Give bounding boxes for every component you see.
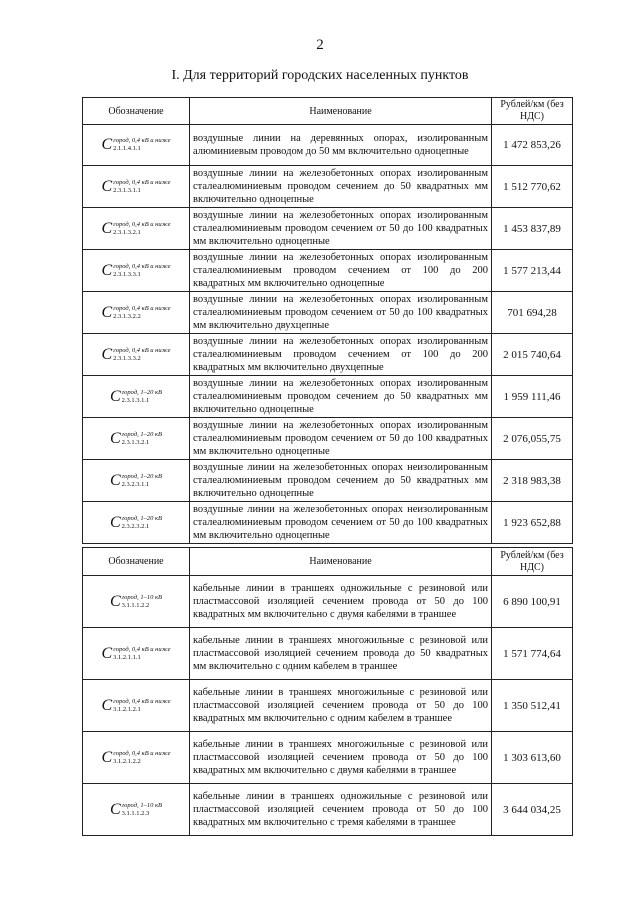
symbol-subscript: 2.3.1.3.1.1: [121, 396, 150, 404]
price-cell: 1 303 613,60: [492, 732, 573, 784]
rate-symbol: [110, 802, 162, 818]
symbol-superscript: город, 1–20 кВ: [121, 514, 163, 522]
price-cell: 701 694,28: [492, 292, 573, 334]
table-header-row: [83, 98, 573, 125]
table-row: [83, 376, 573, 418]
rate-symbol: [110, 389, 162, 405]
symbol-letter: C: [101, 177, 113, 195]
rates-table-overhead-lines: [82, 97, 573, 544]
rate-symbol: [102, 137, 171, 153]
symbol-subscript: 2.3.1.3.3.2: [113, 354, 141, 362]
table-row: [83, 732, 573, 784]
table-row: [83, 680, 573, 732]
symbol-superscript: город, 1–10 кВ: [121, 801, 163, 809]
table-row: [83, 334, 573, 376]
table-row: [83, 208, 573, 250]
price-cell: 1 923 652,88: [492, 502, 573, 544]
designation-cell: [83, 334, 190, 376]
price-cell: 2 318 983,38: [492, 460, 573, 502]
rate-symbol: [110, 473, 162, 489]
symbol-letter: C: [101, 261, 113, 279]
rate-symbol: [102, 347, 171, 363]
symbol-subscript: 2.3.2.3.1.1: [121, 480, 150, 488]
price-cell: 1 571 774,64: [492, 628, 573, 680]
table-row: [83, 250, 573, 292]
symbol-superscript: город, 0,4 кВ и ниже: [113, 749, 171, 757]
designation-cell: [83, 784, 190, 836]
price-cell: 1 512 770,62: [492, 166, 573, 208]
header-designation: Обозначение: [83, 548, 190, 576]
rates-table-cable-lines: [82, 547, 573, 836]
symbol-superscript: город, 0,4 кВ и ниже: [113, 645, 171, 653]
symbol-subscript: 3.1.1.1.2.3: [121, 809, 150, 817]
symbol-letter: C: [109, 592, 121, 610]
header-price: Рублей/км (без НДС): [492, 548, 573, 576]
symbol-subscript: 2.3.1.3.3.1: [113, 270, 141, 278]
symbol-letter: C: [101, 219, 113, 237]
name-cell: воздушные линии на железобетонных опорах изолированным сталеалюминиевым проводом сечением до 50 квадратных мм включительно одноцепные: [190, 166, 492, 208]
rate-symbol: [110, 515, 162, 531]
rate-symbol: [102, 646, 171, 662]
symbol-superscript: город, 0,4 кВ и ниже: [113, 346, 171, 354]
name-cell: кабельные линии в траншеях одножильные с резиновой или пластмассовой изоляцией сечением провода от 50 до 100 квадратных мм включительно с двумя кабелями в траншее: [190, 576, 492, 628]
symbol-letter: C: [109, 800, 121, 818]
symbol-letter: C: [101, 696, 113, 714]
price-cell: 1 959 111,46: [492, 376, 573, 418]
symbol-letter: C: [109, 387, 121, 405]
designation-cell: [83, 125, 190, 166]
designation-cell: [83, 250, 190, 292]
symbol-subscript: 2.3.1.3.2.1: [121, 438, 150, 446]
table-row: [83, 628, 573, 680]
symbol-superscript: город, 1–20 кВ: [121, 388, 163, 396]
designation-cell: [83, 628, 190, 680]
rate-symbol: [102, 750, 171, 766]
table-header-row: [83, 548, 573, 576]
symbol-superscript: город, 1–20 кВ: [121, 430, 163, 438]
symbol-subscript: 2.3.1.3.2.2: [113, 312, 141, 320]
symbol-superscript: город, 0,4 кВ и ниже: [113, 220, 171, 228]
symbol-letter: C: [101, 644, 113, 662]
symbol-subscript: 3.1.2.1.2.2: [113, 757, 141, 765]
designation-cell: [83, 418, 190, 460]
rate-symbol: [102, 263, 171, 279]
symbol-superscript: город, 0,4 кВ и ниже: [113, 262, 171, 270]
name-cell: кабельные линии в траншеях многожильные с резиновой или пластмассовой изоляцией сечением провода от 50 до 100 квадратных мм включительно с двумя кабелями в траншее: [190, 732, 492, 784]
symbol-letter: C: [109, 429, 121, 447]
rate-symbol: [102, 698, 171, 714]
symbol-superscript: город, 1–10 кВ: [121, 593, 163, 601]
designation-cell: [83, 732, 190, 784]
name-cell: воздушные линии на железобетонных опорах изолированным сталеалюминиевым проводом сечением от 50 до 100 квадратных мм включительно одноцепные: [190, 418, 492, 460]
symbol-letter: C: [109, 471, 121, 489]
table-row: [83, 166, 573, 208]
name-cell: кабельные линии в траншеях многожильные с резиновой или пластмассовой изоляцией сечением провода до 50 квадратных мм включительно с одним кабелем в траншее: [190, 628, 492, 680]
name-cell: воздушные линии на железобетонных опорах неизолированным сталеалюминиевым проводом сечением от 50 до 100 квадратных мм включительно одноцепные: [190, 502, 492, 544]
rate-symbol: [102, 179, 171, 195]
header-price: Рублей/км (без НДС): [492, 98, 573, 125]
name-cell: воздушные линии на железобетонных опорах изолированным сталеалюминиевым проводом сечением от 50 до 100 квадратных мм включительно одноцепные: [190, 208, 492, 250]
name-cell: кабельные линии в траншеях многожильные с резиновой или пластмассовой изоляцией сечением провода от 50 до 100 квадратных мм включительно с одним кабелем в траншее: [190, 680, 492, 732]
rate-symbol: [102, 221, 171, 237]
table-row: [83, 502, 573, 544]
symbol-subscript: 2.3.2.3.2.1: [121, 522, 150, 530]
name-cell: воздушные линии на железобетонных опорах изолированным сталеалюминиевым проводом сечением до 50 квадратных мм включительно одноцепные: [190, 376, 492, 418]
symbol-subscript: 3.1.2.1.1.1: [113, 653, 141, 661]
rate-symbol: [110, 431, 162, 447]
designation-cell: [83, 460, 190, 502]
designation-cell: [83, 376, 190, 418]
table-body: [83, 576, 573, 836]
price-cell: 1 350 512,41: [492, 680, 573, 732]
header-designation: Обозначение: [83, 98, 190, 125]
table-row: [83, 460, 573, 502]
price-cell: 6 890 100,91: [492, 576, 573, 628]
name-cell: воздушные линии на железобетонных опорах изолированным сталеалюминиевым проводом сечением от 50 до 100 квадратных мм включительно двухцепные: [190, 292, 492, 334]
price-cell: 1 577 213,44: [492, 250, 573, 292]
designation-cell: [83, 680, 190, 732]
symbol-letter: C: [109, 513, 121, 531]
symbol-superscript: город, 0,4 кВ и ниже: [113, 178, 171, 186]
designation-cell: [83, 576, 190, 628]
designation-cell: [83, 502, 190, 544]
price-cell: 1 453 837,89: [492, 208, 573, 250]
symbol-superscript: город, 1–20 кВ: [121, 472, 163, 480]
price-cell: 2 076,055,75: [492, 418, 573, 460]
price-cell: 1 472 853,26: [492, 125, 573, 166]
page-number: 2: [316, 37, 324, 53]
symbol-letter: C: [101, 345, 113, 363]
header-name: Наименование: [190, 98, 492, 125]
symbol-superscript: город, 0,4 кВ и ниже: [113, 137, 171, 144]
designation-cell: [83, 208, 190, 250]
name-cell: воздушные линии на железобетонных опорах изолированным сталеалюминиевым проводом сечением от 100 до 200 квадратных мм включительно двухцепные: [190, 334, 492, 376]
price-cell: 3 644 034,25: [492, 784, 573, 836]
table-body: [83, 125, 573, 544]
price-cell: 2 015 740,64: [492, 334, 573, 376]
symbol-subscript: 2.3.1.3.2.1: [113, 228, 141, 236]
symbol-subscript: 2.3.1.3.1.1: [113, 186, 141, 194]
table-row: [83, 125, 573, 166]
symbol-superscript: город, 0,4 кВ и ниже: [113, 697, 171, 705]
designation-cell: [83, 166, 190, 208]
symbol-superscript: город, 0,4 кВ и ниже: [113, 304, 171, 312]
name-cell: воздушные линии на железобетонных опорах изолированным сталеалюминиевым проводом сечением от 100 до 200 квадратных мм включительно одноцепные: [190, 250, 492, 292]
name-cell: кабельные линии в траншеях одножильные с резиновой или пластмассовой изоляцией сечением провода от 50 до 100 квадратных мм включительно с тремя кабелями в траншее: [190, 784, 492, 836]
symbol-subscript: 2.1.1.4.1.1: [113, 145, 141, 152]
table-row: [83, 292, 573, 334]
symbol-letter: C: [101, 303, 113, 321]
designation-cell: [83, 292, 190, 334]
section-heading: I. Для территорий городских населенных пунктов: [171, 68, 469, 83]
header-name: Наименование: [190, 548, 492, 576]
rate-symbol: [110, 594, 162, 610]
name-cell: воздушные линии на железобетонных опорах неизолированным сталеалюминиевым проводом сечением до 50 квадратных мм включительно одноцепные: [190, 460, 492, 502]
symbol-subscript: 3.1.1.1.2.2: [121, 601, 150, 609]
table-row: [83, 576, 573, 628]
table-row: [83, 784, 573, 836]
symbol-subscript: 3.1.2.1.2.1: [113, 705, 141, 713]
rate-symbol: [102, 305, 171, 321]
table-row: [83, 418, 573, 460]
name-cell: воздушные линии на деревянных опорах, изолированным алюминиевым проводом до 50 мм включительно одноцепные: [190, 125, 492, 166]
symbol-letter: C: [101, 748, 113, 766]
symbol-letter: C: [101, 136, 113, 153]
